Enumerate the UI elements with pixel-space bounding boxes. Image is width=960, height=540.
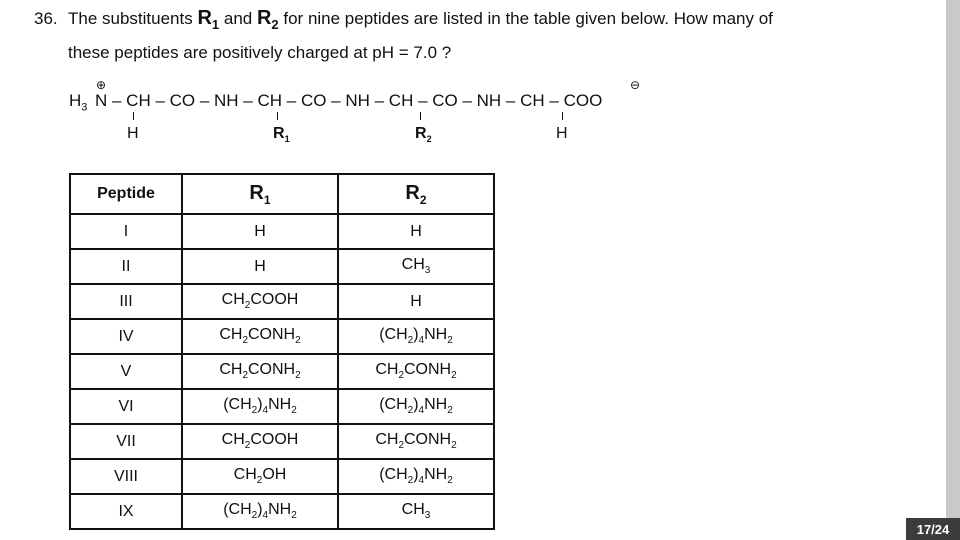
r1-index: 1 [211,17,220,32]
cell-r1: H [182,249,338,284]
cell-r2: $CH_3$ [338,494,494,529]
cell-peptide-id: I [70,214,182,249]
r2-index: 2 [271,17,279,32]
question-line-2: these peptides are positively charged at pH = 7.0 ? [68,43,452,62]
r2-letter: R [256,7,272,29]
bond-line [133,112,134,120]
viewer-side-strip [946,0,960,540]
header-r2 [338,174,494,214]
table-row [70,424,494,459]
header-peptide: Peptide [70,174,182,214]
r1-letter: R [273,125,285,142]
cell-r2: $CH_2CONH_2$ [338,424,494,459]
header-r2-index: 2 [419,192,427,207]
r1-index: 1 [284,134,290,145]
cell-r1: $CH_2CONH_2$ [182,319,338,354]
substituent-h-1: H [127,125,139,142]
question-number: 36. [34,9,58,28]
cell-r1: $CH_2COOH$ [182,424,338,459]
cell-peptide-id: IV [70,319,182,354]
header-r1 [182,174,338,214]
bond-line [277,112,278,120]
cell-peptide-id: VII [70,424,182,459]
table-header-row [70,174,494,214]
amine-h: H [69,91,82,110]
cell-r2: $(CH_2)_4NH_2$ [338,389,494,424]
substituent-h-2: H [556,125,568,142]
table-row [70,459,494,494]
peptide-backbone: N – CH – CO – NH – CH – CO – NH – CH – CO – NH – CH – COO [95,91,603,110]
table-row [70,354,494,389]
table-row [70,284,494,319]
r1-letter: R [197,7,212,29]
header-r1-index: 1 [263,192,271,207]
cell-r2: $CH_3$ [338,249,494,284]
substituent-r2 [415,125,432,144]
amine-group [69,91,87,113]
table-row [70,249,494,284]
substituent-r1 [273,125,290,144]
cell-peptide-id: VIII [70,459,182,494]
cell-r1: $(CH_2)_4NH_2$ [182,389,338,424]
cell-r1: H [182,214,338,249]
table-row [70,494,494,529]
positive-charge-symbol: ⊕ [96,78,107,92]
cell-r1: $CH_2OH$ [182,459,338,494]
question-and: and [219,9,257,28]
table-row [70,214,494,249]
cell-r2: $(CH_2)_4NH_2$ [338,319,494,354]
negative-charge-symbol: ⊖ [630,78,641,92]
header-r2-letter: R [405,181,420,204]
bond-line [420,112,421,120]
peptide-structure [0,0,700,160]
cell-r2: $(CH_2)_4NH_2$ [338,459,494,494]
cell-r1: $CH_2CONH_2$ [182,354,338,389]
cell-r1: $CH_2COOH$ [182,284,338,319]
table-row [70,319,494,354]
cell-r1: $(CH_2)_4NH_2$ [182,494,338,529]
substituent-table [69,173,495,530]
r2-index: 2 [426,134,432,145]
header-r1-letter: R [249,181,264,204]
bond-line [562,112,563,120]
cell-r2: H [338,284,494,319]
cell-peptide-id: V [70,354,182,389]
cell-r2: H [338,214,494,249]
cell-peptide-id: II [70,249,182,284]
amine-h-count: 3 [81,101,88,114]
r2-letter: R [415,125,427,142]
cell-peptide-id: III [70,284,182,319]
page-counter: 17/24 [906,518,960,540]
cell-peptide-id: IX [70,494,182,529]
cell-r2: $CH_2CONH_2$ [338,354,494,389]
question-text-part: for nine peptides are listed in the table given below. How many of [278,9,773,28]
cell-peptide-id: VI [70,389,182,424]
question-text-part: The substituents [68,9,198,28]
table-row [70,389,494,424]
